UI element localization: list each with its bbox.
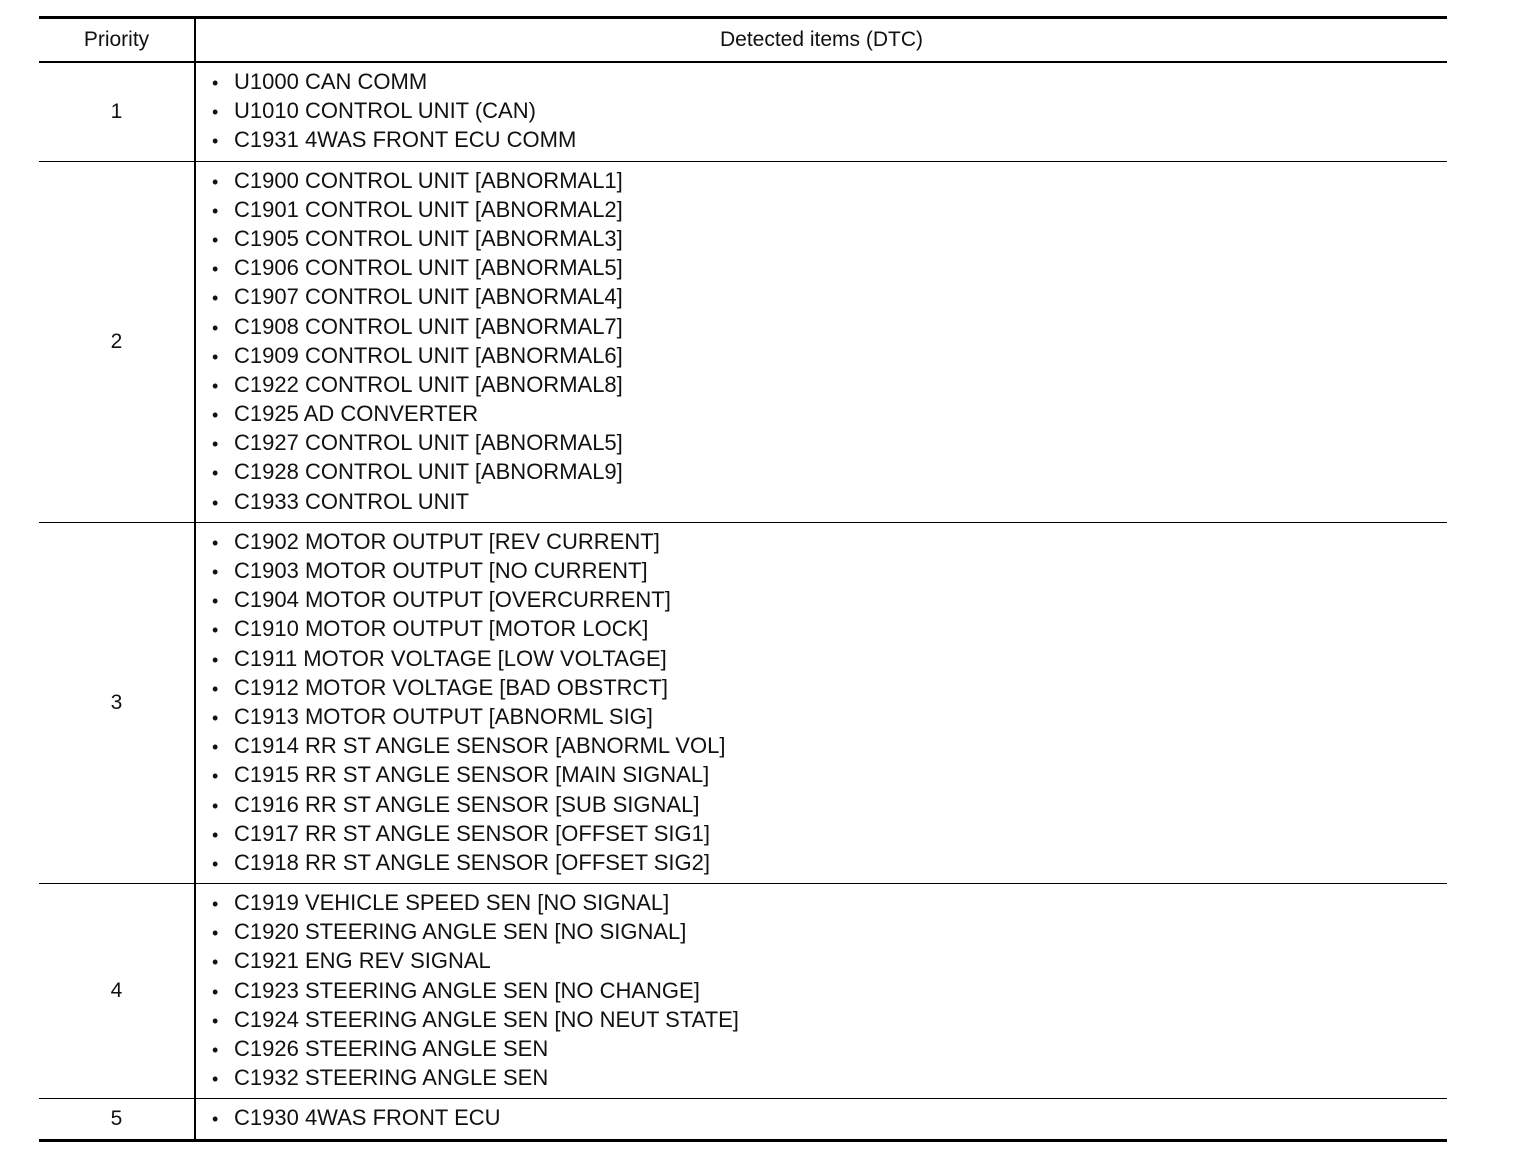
dtc-priority-table xyxy=(39,16,1447,1142)
bullet-icon: • xyxy=(212,1010,219,1031)
bullet-icon: • xyxy=(212,492,219,513)
dtc-text: C1900 CONTROL UNIT [ABNORMAL1] xyxy=(234,167,623,193)
list-item xyxy=(196,125,1447,154)
bullet-icon: • xyxy=(212,923,219,944)
dtc-text: C1918 RR ST ANGLE SENSOR [OFFSET SIG2] xyxy=(234,849,711,875)
list-item xyxy=(196,673,1447,702)
bullet-icon: • xyxy=(212,1109,219,1130)
dtc-text: C1919 VEHICLE SPEED SEN [NO SIGNAL] xyxy=(234,890,670,916)
list-item xyxy=(196,946,1447,975)
list-item xyxy=(196,819,1447,848)
dtc-text: C1915 RR ST ANGLE SENSOR [MAIN SIGNAL] xyxy=(234,762,710,788)
list-item xyxy=(196,731,1447,760)
list-item xyxy=(196,195,1447,224)
bullet-icon: • xyxy=(212,171,219,192)
bullet-icon: • xyxy=(212,591,219,612)
priority-cell: 4 xyxy=(39,884,195,1099)
detected-items-cell xyxy=(195,522,1447,883)
detected-items-column-header: Detected items (DTC) xyxy=(195,18,1447,63)
dtc-text: C1906 CONTROL UNIT [ABNORMAL5] xyxy=(234,255,623,281)
bullet-icon: • xyxy=(212,737,219,758)
dtc-text: C1932 STEERING ANGLE SEN xyxy=(234,1065,549,1091)
detected-items-cell xyxy=(195,62,1447,161)
dtc-text: C1925 AD CONVERTER xyxy=(234,401,479,427)
dtc-text: C1911 MOTOR VOLTAGE [LOW VOLTAGE] xyxy=(234,645,667,671)
priority-cell: 2 xyxy=(39,161,195,522)
bullet-icon: • xyxy=(212,317,219,338)
dtc-text: C1924 STEERING ANGLE SEN [NO NEUT STATE] xyxy=(234,1006,739,1032)
table-row xyxy=(39,1099,1447,1140)
table-row xyxy=(39,884,1447,1099)
dtc-text: C1902 MOTOR OUTPUT [REV CURRENT] xyxy=(234,528,660,554)
list-item xyxy=(196,487,1447,516)
bullet-icon: • xyxy=(212,1040,219,1060)
bullet-icon: • xyxy=(212,620,219,641)
bullet-icon: • xyxy=(212,102,219,123)
bullet-icon: • xyxy=(212,346,219,367)
dtc-list xyxy=(196,527,1447,877)
list-item xyxy=(196,341,1447,370)
detected-items-cell xyxy=(195,161,1447,522)
list-item xyxy=(196,282,1447,311)
table-body xyxy=(39,62,1447,1140)
dtc-text: C1922 CONTROL UNIT [ABNORMAL8] xyxy=(234,371,623,397)
priority-cell: 3 xyxy=(39,522,195,883)
list-item xyxy=(196,976,1447,1005)
list-item xyxy=(196,1063,1447,1092)
bullet-icon: • xyxy=(212,259,219,280)
bullet-icon: • xyxy=(212,824,219,845)
bullet-icon: • xyxy=(212,981,219,1002)
dtc-text: C1926 STEERING ANGLE SEN xyxy=(234,1036,549,1061)
dtc-text: C1930 4WAS FRONT ECU xyxy=(234,1105,501,1131)
dtc-text: C1914 RR ST ANGLE SENSOR [ABNORML VOL] xyxy=(234,733,726,759)
priority-column-header: Priority xyxy=(39,18,195,63)
table-header-row xyxy=(39,18,1447,63)
dtc-text: C1931 4WAS FRONT ECU COMM xyxy=(234,127,577,153)
list-item xyxy=(196,556,1447,585)
dtc-text: C1913 MOTOR OUTPUT [ABNORML SIG] xyxy=(234,703,653,729)
dtc-text: C1909 CONTROL UNIT [ABNORMAL6] xyxy=(234,342,623,368)
list-item xyxy=(196,457,1447,486)
list-item xyxy=(196,527,1447,556)
dtc-text: C1916 RR ST ANGLE SENSOR [SUB SIGNAL] xyxy=(234,791,700,817)
list-item xyxy=(196,917,1447,946)
list-item xyxy=(196,644,1447,673)
detected-items-cell xyxy=(195,884,1447,1099)
dtc-list xyxy=(196,888,1447,1092)
bullet-icon: • xyxy=(212,795,219,816)
list-item xyxy=(196,253,1447,282)
dtc-text: C1927 CONTROL UNIT [ABNORMAL5] xyxy=(234,430,623,456)
table-row xyxy=(39,161,1447,522)
dtc-text: C1901 CONTROL UNIT [ABNORMAL2] xyxy=(234,196,623,222)
list-item xyxy=(196,312,1447,341)
dtc-text: C1903 MOTOR OUTPUT [NO CURRENT] xyxy=(234,558,648,583)
table-row xyxy=(39,62,1447,161)
table-row xyxy=(39,522,1447,883)
dtc-text: C1917 RR ST ANGLE SENSOR [OFFSET SIG1] xyxy=(234,820,711,846)
dtc-list xyxy=(196,67,1447,155)
dtc-text: C1910 MOTOR OUTPUT [MOTOR LOCK] xyxy=(234,616,649,642)
list-item xyxy=(196,428,1447,457)
list-item xyxy=(196,1103,1447,1132)
bullet-icon: • xyxy=(212,375,219,396)
list-item xyxy=(196,760,1447,789)
bullet-icon: • xyxy=(212,894,219,915)
list-item xyxy=(196,370,1447,399)
bullet-icon: • xyxy=(212,463,219,484)
list-item xyxy=(196,399,1447,428)
list-item xyxy=(196,614,1447,643)
list-item xyxy=(196,848,1447,877)
priority-cell: 5 xyxy=(39,1099,195,1140)
dtc-text: C1908 CONTROL UNIT [ABNORMAL7] xyxy=(234,313,623,339)
bullet-icon: • xyxy=(212,1069,219,1090)
dtc-list xyxy=(196,1103,1447,1132)
dtc-text: U1000 CAN COMM xyxy=(234,69,428,94)
bullet-icon: • xyxy=(212,288,219,309)
bullet-icon: • xyxy=(212,707,219,728)
dtc-text: C1904 MOTOR OUTPUT [OVERCURRENT] xyxy=(234,587,671,613)
bullet-icon: • xyxy=(212,562,219,582)
list-item xyxy=(196,67,1447,96)
list-item xyxy=(196,1034,1447,1063)
bullet-icon: • xyxy=(212,229,219,250)
bullet-icon: • xyxy=(212,766,219,787)
bullet-icon: • xyxy=(212,131,219,152)
dtc-text: C1923 STEERING ANGLE SEN [NO CHANGE] xyxy=(234,977,700,1003)
dtc-text: C1921 ENG REV SIGNAL xyxy=(234,948,491,974)
bullet-icon: • xyxy=(212,532,219,553)
list-item xyxy=(196,888,1447,917)
list-item xyxy=(196,96,1447,125)
dtc-text: C1905 CONTROL UNIT [ABNORMAL3] xyxy=(234,225,623,251)
bullet-icon: • xyxy=(212,405,219,426)
bullet-icon: • xyxy=(212,952,219,973)
bullet-icon: • xyxy=(212,678,219,699)
list-item xyxy=(196,166,1447,195)
dtc-list xyxy=(196,166,1447,516)
list-item xyxy=(196,585,1447,614)
detected-items-cell xyxy=(195,1099,1447,1140)
dtc-text: C1928 CONTROL UNIT [ABNORMAL9] xyxy=(234,459,623,485)
list-item xyxy=(196,1005,1447,1034)
bullet-icon: • xyxy=(212,200,219,221)
priority-cell: 1 xyxy=(39,62,195,161)
dtc-text: C1907 CONTROL UNIT [ABNORMAL4] xyxy=(234,284,623,310)
dtc-text: C1933 CONTROL UNIT xyxy=(234,488,470,514)
bullet-icon: • xyxy=(212,73,219,93)
list-item xyxy=(196,224,1447,253)
list-item xyxy=(196,790,1447,819)
bullet-icon: • xyxy=(212,649,219,670)
bullet-icon: • xyxy=(212,434,219,455)
dtc-text: U1010 CONTROL UNIT (CAN) xyxy=(234,98,536,124)
dtc-text: C1912 MOTOR VOLTAGE [BAD OBSTRCT] xyxy=(234,674,668,700)
list-item xyxy=(196,702,1447,731)
dtc-text: C1920 STEERING ANGLE SEN [NO SIGNAL] xyxy=(234,919,687,945)
bullet-icon: • xyxy=(212,853,219,874)
